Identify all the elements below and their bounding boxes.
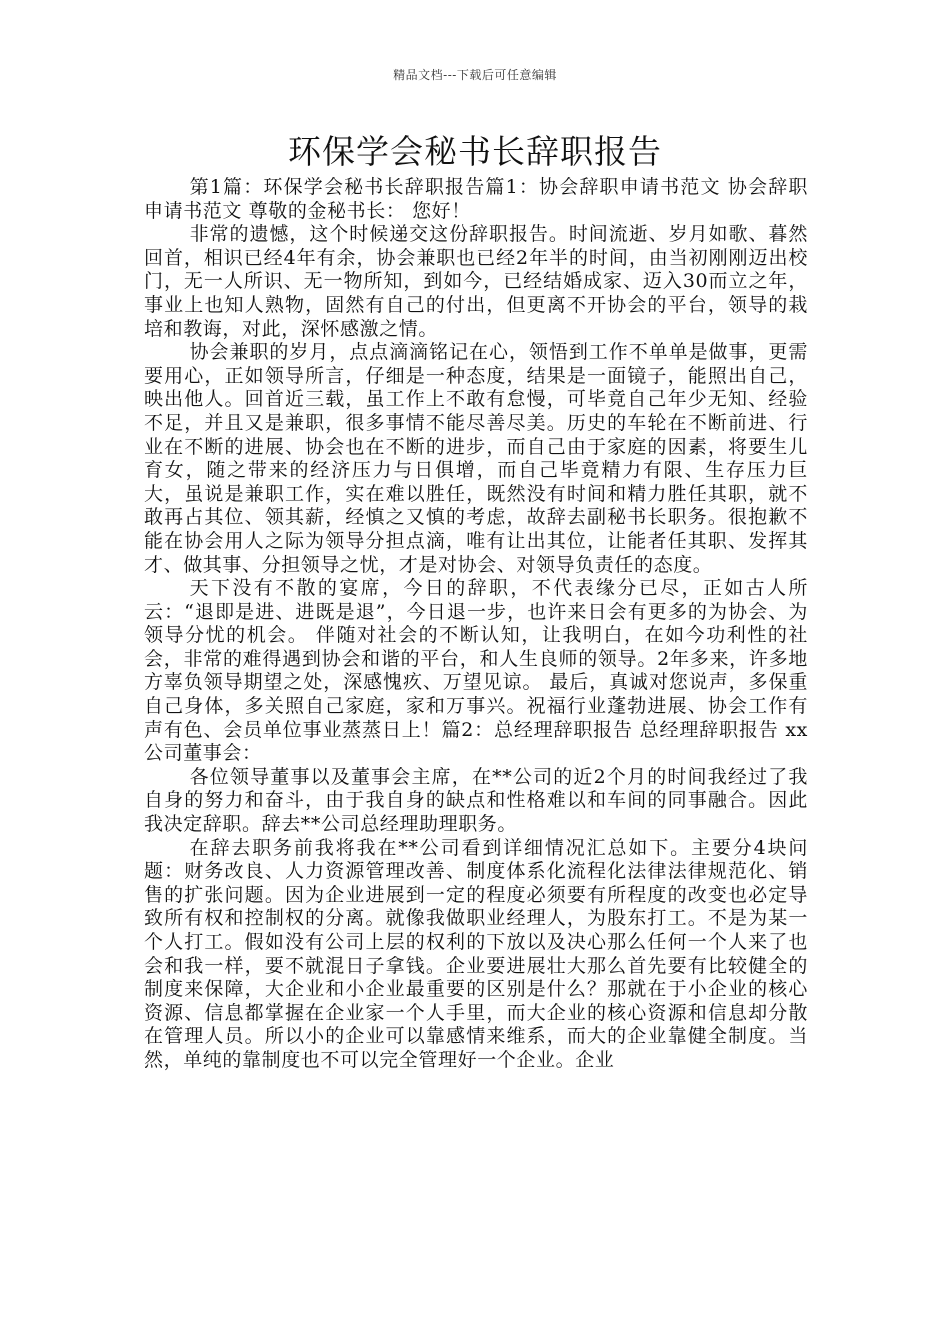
paragraph-3: 协会兼职的岁月，点点滴滴铭记在心，领悟到工作不单单是做事，更需要用心，正如领导所言，仔细是一种态度，结果是一面镜子，能照出自己，映出他人。回首近三载，虽工作上不敢有怠慢，可毕竟自己年少无知、经验不足，并且又是兼职，很多事情不能尽善尽美。历史的车轮在不断前进、行业在不断的进展、协会也在不断的进步，而自己由于家庭的因素，将要生儿育女，随之带来的经济压力与日俱增，而自己毕竟精力有限、生存压力巨大，虽说是兼职工作，实在难以胜任，既然没有时间和精力胜任其职，就不敢再占其位、领其薪，经慎之又慎的考虑，故辞去副秘书长职务。很抱歉不能在协会用人之际为领导分担点滴，唯有让出其位，让能者任其职、发挥其才、做其事、分担领导之忧，才是对协会、对领导负责任的态度。 bbox=[144, 341, 808, 576]
paragraph-1: 第1篇：环保学会秘书长辞职报告篇1：协会辞职申请书范文 协会辞职申请书范文 尊敬的金秘书长： 您好！ bbox=[144, 176, 808, 222]
document-title: 环保学会秘书长辞职报告 bbox=[288, 132, 662, 171]
paragraph-4: 天下没有不散的宴席，今日的辞职，不代表缘分已尽，正如古人所云：“退即是进、进既是退”，今日退一步，也许来日会有更多的为协会、为领导分忧的机会。 伴随对社会的不断认知，让我明白，在如今功利性的社会，非常的难得遇到协会和谐的平台，和人生良师的领导。2年多来，许多地方辜负领导期望之处，深感愧疚、万望见谅。 最后，真诚对您说声，多保重自己身体，多关照自己家庭，家和万事兴。祝福行业蓬勃进展、协会工作有声有色、会员单位事业蒸蒸日上！篇2：总经理辞职报告 总经理辞职报告 xx公司董事会： bbox=[144, 577, 808, 765]
header-note: 精品文档---下载后可任意编辑 bbox=[393, 68, 557, 82]
paragraph-2: 非常的遗憾，这个时候递交这份辞职报告。时间流逝、岁月如歌、暮然回首，相识已经4年有余，协会兼职也已经2年半的时间，由当初刚刚迈出校门，无一人所识、无一物所知，到如今，已经结婚成家、迈入30而立之年，事业上也知人熟物，固然有自己的付出，但更离不开协会的平台，领导的栽培和教诲，对此，深怀感激之情。 bbox=[144, 223, 808, 340]
document-body bbox=[144, 176, 808, 1073]
paragraph-5: 各位领导董事以及董事会主席，在**公司的近2个月的时间我经过了我自身的努力和奋斗，由于我自身的缺点和性格难以和车间的同事融合。因此我决定辞职。辞去**公司总经理助理职务。 bbox=[144, 765, 808, 836]
paragraph-6: 在辞去职务前我将我在**公司看到详细情况汇总如下。主要分4块问题：财务改良、人力资源管理改善、制度体系化流程化法律法律规范化、销售的扩张问题。因为企业进展到一定的程度必须要有所程度的改变也必定导致所有权和控制权的分离。就像我做职业经理人，为股东打工。不是为某一个人打工。假如没有公司上层的权利的下放以及决心那么任何一个人来了也会和我一样，要不就混日子拿钱。企业要进展壮大那么首先要有比较健全的制度来保障，大企业和小企业最重要的区别是什么？那就在于小企业的核心资源、信息都掌握在企业家一个人手里，而大企业的核心资源和信息却分散在管理人员。所以小的企业可以靠感情来维系，而大的企业靠健全制度。当然，单纯的靠制度也不可以完全管理好一个企业。企业 bbox=[144, 836, 808, 1071]
